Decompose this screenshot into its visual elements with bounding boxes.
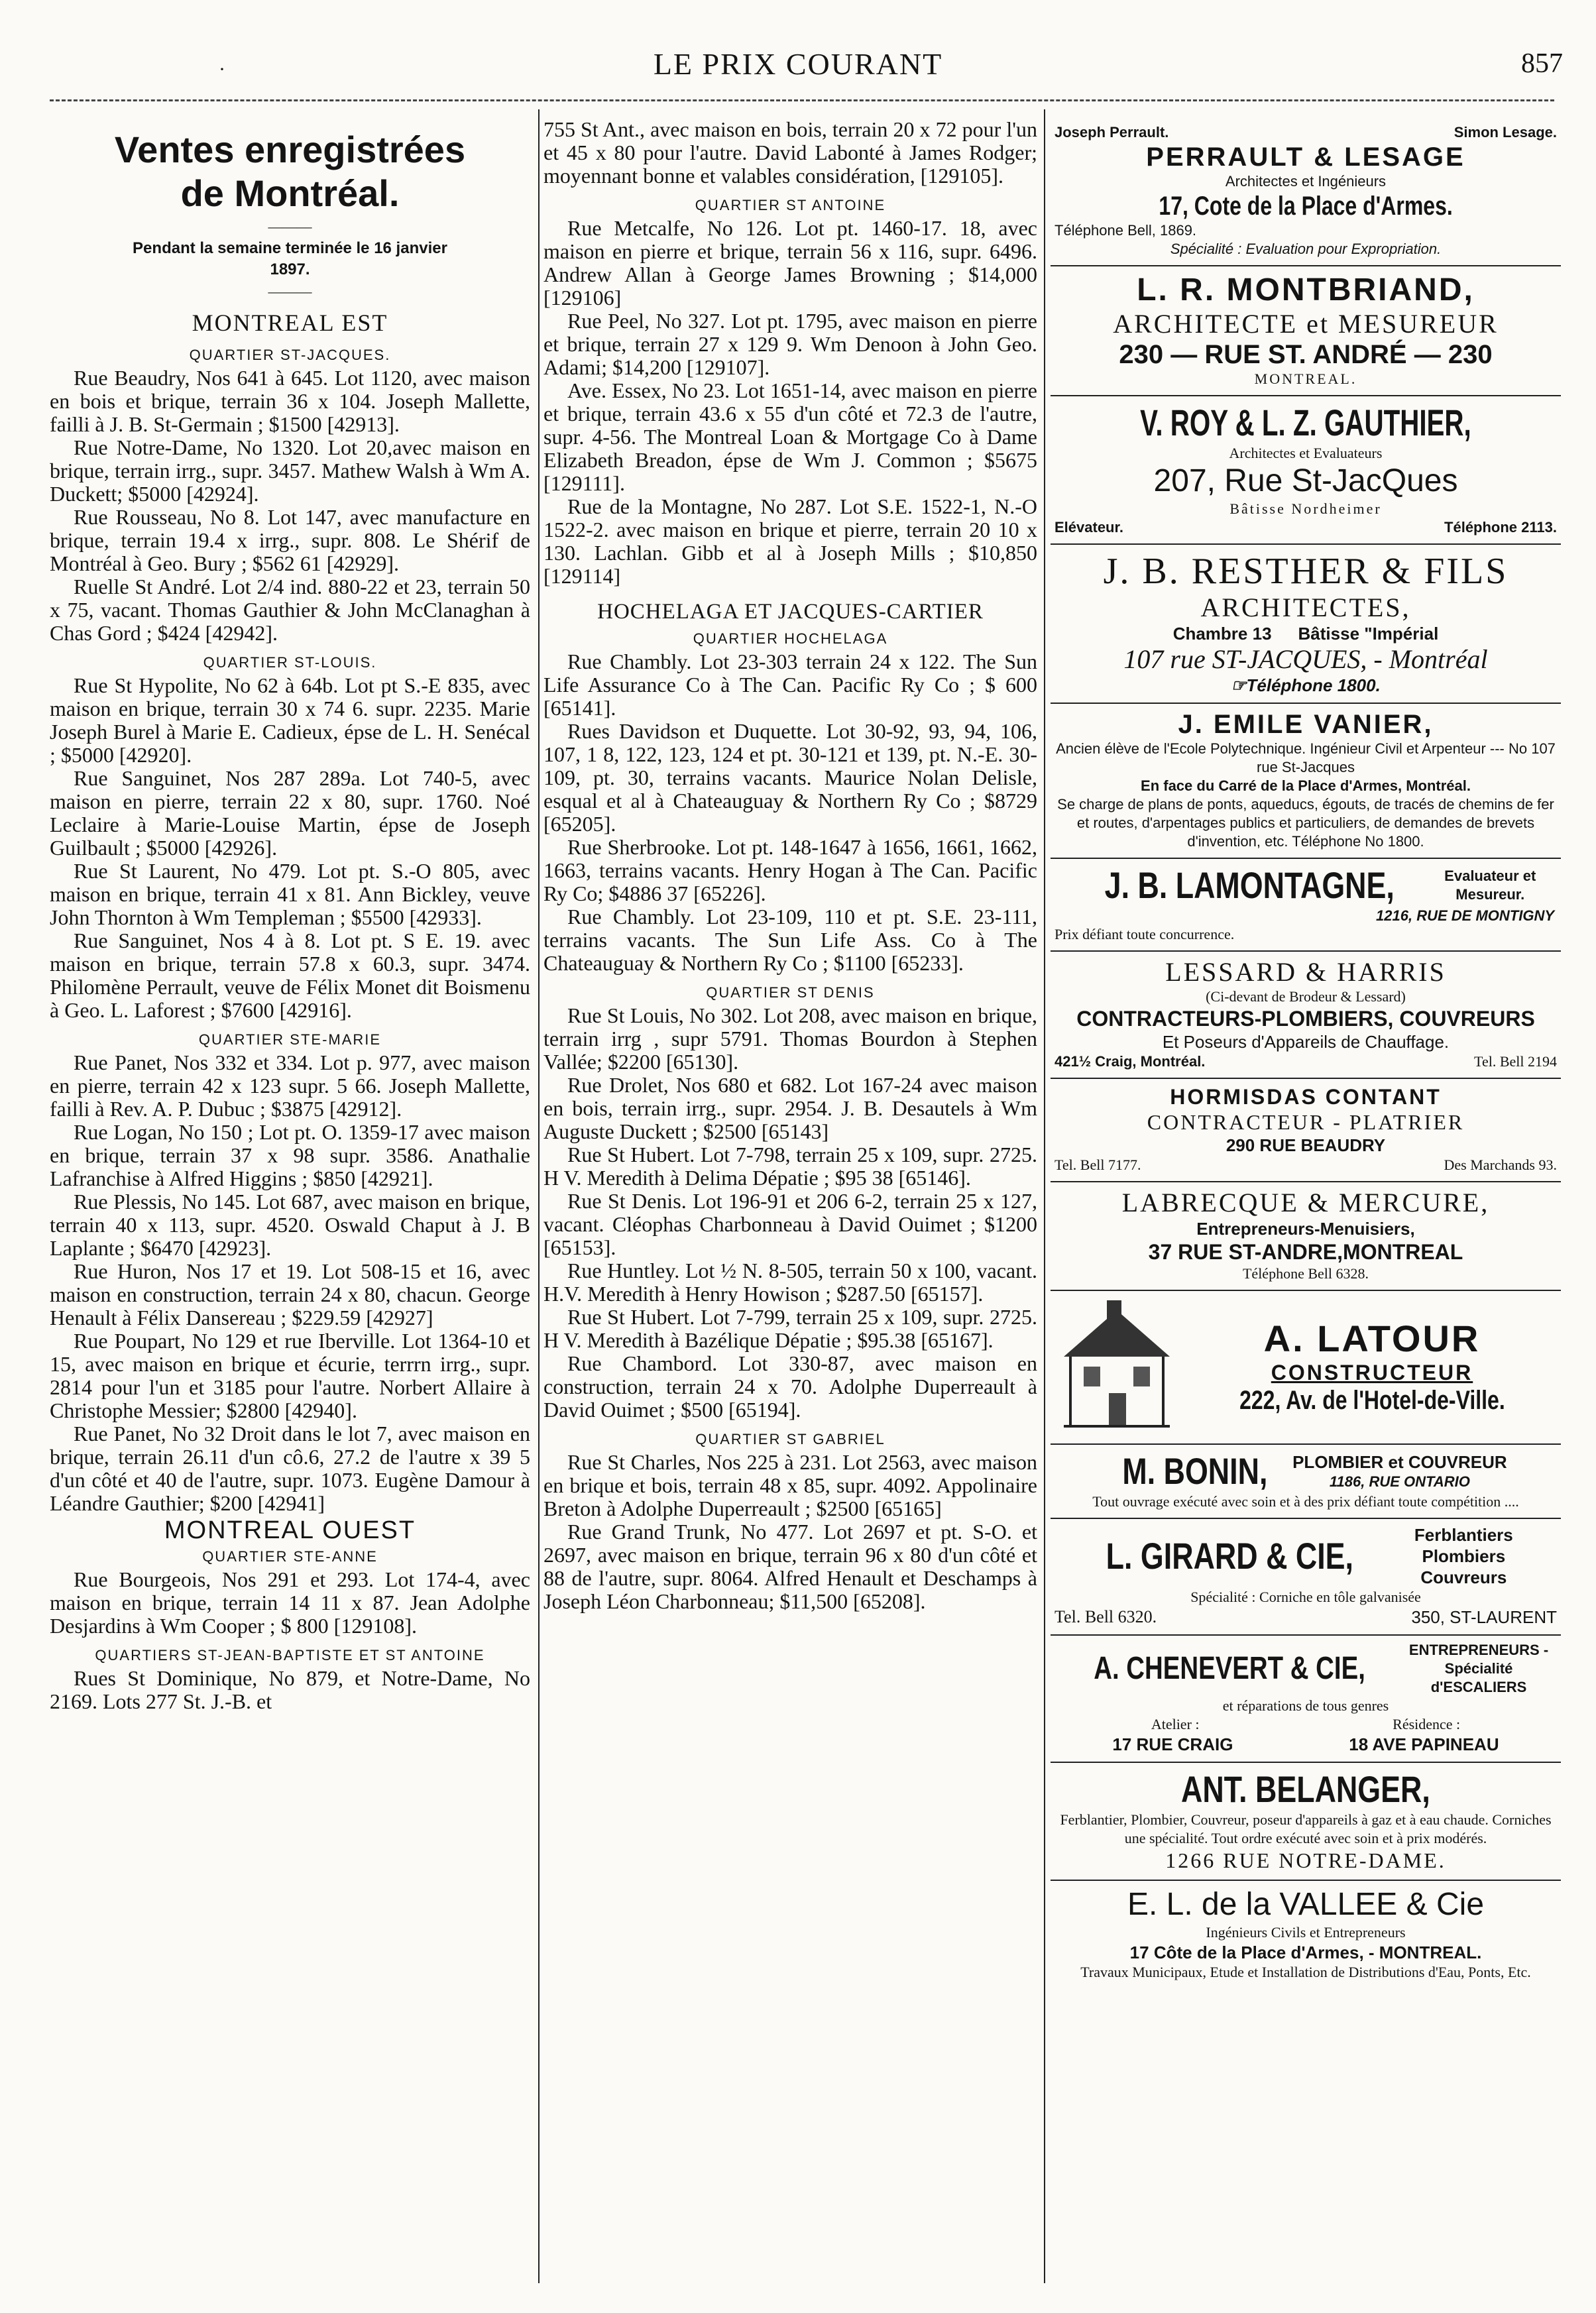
firm-trade: Ferblantier, Plombier, Couvreur, poseur d'appareils à gaz et à eau chaude. Corniches une spécialité. Tout ordre exécuté avec soin et à prix modérés. (1060, 1811, 1552, 1846)
quartier-heading: QUARTIER ST DENIS (706, 984, 875, 1001)
firm-services: Se charge de plans de ponts, aqueducs, égouts, de tracés de chemins de fer et routes, d'arpentages publics et particuliers, de demandes de brevets d'invention, etc. Téléphone No 1800. (1057, 796, 1554, 850)
sale-entry: Rue Rousseau, No 8. Lot 147, avec manufacture en brique, terrain 19.4 x irrg., supr. 808. Le Shérif de Montréal à Geo. Bury ; $562 61 [42929]. (50, 505, 530, 575)
firm-previous-name: (Ci-devant de Brodeur & Lessard) (1206, 988, 1406, 1005)
firm-name: J. B. LAMONTAGNE, (1104, 864, 1395, 906)
firm-locations (1051, 1734, 1561, 1755)
quartier-heading: QUARTIER HOCHELAGA (693, 630, 888, 647)
sale-entry: Rue St Louis, No 302. Lot 208, avec maison en brique, terrain irrg , supr 5791. Thomas Bourdon à Stephen Vallée; $2200 [65130]. (543, 1003, 1037, 1074)
firm-block (1051, 1296, 1561, 1437)
firm-name: PERRAULT & LESAGE (1146, 142, 1465, 172)
firm-elevator: Elévateur. (1054, 519, 1123, 536)
firm-location: En face du Carré de la Place d'Armes, Montréal. (1141, 777, 1471, 794)
firm-name: M. BONIN, (1122, 1450, 1268, 1492)
partner-name: Simon Lesage. (1454, 124, 1557, 141)
quartier-heading: QUARTIER STE-ANNE (202, 1548, 378, 1565)
sale-entry: Rue Metcalfe, No 126. Lot pt. 1460-17. 18, avec maison en pierre et brique, terrain 56 x 116, supr. 6496. Andrew Allan à George James Browning ; $14,000 [129106] (543, 216, 1037, 310)
sale-entry: Rue St Charles, Nos 225 à 231. Lot 2563, avec maison en brique et bois, terrain 48 x 85, supr. 4092. Appolinaire Breton à Adolphe Duperreault ; $2500 [65165] (543, 1450, 1037, 1520)
page-number: 857 (1521, 48, 1563, 79)
ad-roy-gauthier (1051, 396, 1561, 545)
firm-address: 1186, RUE ONTARIO (1329, 1473, 1470, 1490)
firm-name: L. GIRARD & CIE, (1106, 1535, 1353, 1577)
sale-entry: Rue Sanguinet, Nos 287 289a. Lot 740-5, avec maison en pierre, terrain 22 x 80, supr. 1760. Noé Leclaire à Marie-Louise Martin, épse de Joseph Guilbault ; $5000 [42926]. (50, 766, 530, 860)
firm-header (1051, 1450, 1561, 1493)
firm-name: ANT. BELANGER, (1181, 1768, 1430, 1810)
column-sales-1 (50, 118, 530, 2282)
ad-contant (1051, 1079, 1561, 1182)
sale-entry: Rue Chambly. Lot 23-303 terrain 24 x 122. The Sun Life Assurance Co à The Can. Pacific Ry Co ; $ 600 [65141]. (543, 649, 1037, 720)
firm-address: 1266 RUE NOTRE-DAME. (1165, 1848, 1446, 1872)
column-divider-1 (538, 109, 540, 2283)
column-advertisements (1051, 118, 1561, 2282)
firm-locations-labels (1051, 1715, 1561, 1734)
firm-info (1292, 1451, 1507, 1491)
firm-address: 17 Côte de la Place d'Armes, - MONTREAL. (1129, 1943, 1482, 1962)
firm-header (1051, 1641, 1561, 1697)
ad-perrault-lesage (1051, 118, 1561, 266)
firm-address: 350, ST-LAURENT (1411, 1607, 1557, 1627)
firm-address: 290 RUE BEAUDRY (1226, 1135, 1386, 1155)
ad-belanger (1051, 1763, 1561, 1881)
workshop-label: Atelier : (1151, 1716, 1200, 1732)
firm-details (1051, 1607, 1561, 1628)
ad-labrecque-mercure (1051, 1182, 1561, 1291)
firm-telephone-text: Téléphone 1800. (1246, 675, 1381, 695)
ad-resther (1051, 545, 1561, 704)
sale-entry: Ruelle St André. Lot 2/4 ind. 880-22 et 23, terrain 50 x 75, vacant. Thomas Gauthier & John McClanaghan à Chas Gord ; $424 [42942]. (50, 575, 530, 645)
firm-name: A. CHENEVERT & CIE, (1094, 1651, 1365, 1686)
firm-trade: CONTRACTEUR - PLATRIER (1147, 1110, 1465, 1134)
firm-telephone: Tel. Bell 6320. (1054, 1607, 1157, 1626)
sale-entry: Rue St Hypolite, No 62 à 64b. Lot pt S.-E 835, avec maison en brique, terrain 30 x 74 6. supr. 2235. Marie Joseph Burel à Marie E. Cadieux, épse de L. H. Senécal ; $5000 [42920]. (50, 673, 530, 767)
residence-address: 18 AVE PAPINEAU (1349, 1734, 1499, 1754)
district-heading: MONTREAL OUEST (164, 1516, 416, 1544)
district-heading: HOCHELAGA ET JACQUES-CARTIER (597, 600, 984, 624)
firm-address: 1216, RUE DE MONTIGNY (1376, 907, 1554, 924)
sale-entry: Rue Beaudry, Nos 641 à 645. Lot 1120, avec maison en bois et brique, terrain 36 x 104. Joseph Mallette, failli à J. B. St-Germain ; $1500 [42913]. (50, 366, 530, 436)
ad-lamontagne (1051, 859, 1561, 952)
firm-specialty: Spécialité : Evaluation pour Expropriation. (1170, 241, 1442, 257)
header-rule (50, 99, 1554, 101)
firm-telephone (1051, 675, 1561, 696)
sale-entry: Ave. Essex, No 23. Lot 1651-14, avec maison en pierre et brique, terrain 43.6 x 55 d'un côté et 72.3 de l'autre, supr. 4-56. The Montreal Loan & Mortgage Co à Dame Elizabeth Breadon, épse de Wm J. Common ; $5675 [129111]. (543, 378, 1037, 495)
page-header (0, 40, 1596, 93)
firm-room: Chambre 13 (1172, 624, 1272, 644)
partner-name: Joseph Perrault. (1054, 124, 1169, 141)
firm-trade: CONTRACTEURS-PLOMBIERS, COUVREURS (1076, 1007, 1535, 1031)
firm-trade: CONSTRUCTEUR (1271, 1361, 1473, 1384)
firm-details (1051, 1156, 1561, 1174)
firm-trade: Ferblantiers Plombiers Couvreurs (1414, 1525, 1513, 1587)
ad-montbriand (1051, 266, 1561, 396)
firm-name: A. LATOUR (1263, 1318, 1481, 1359)
firm-text (1190, 1318, 1554, 1416)
ad-girard (1051, 1519, 1561, 1636)
firm-trade: PLOMBIER et COUVREUR (1292, 1452, 1507, 1472)
firm-details (1051, 1052, 1561, 1071)
firm-telephone: Téléphone Bell 6328. (1242, 1265, 1369, 1282)
header-dot: · (219, 58, 225, 80)
sale-entry: Rue Sherbrooke. Lot pt. 148-1647 à 1656, 1661, 1662, 1663, terrains vacants. Henry Hogan à The Can. Pacific Ry Co; $4886 37 [65226]. (543, 835, 1037, 905)
sale-entry: Rue Huron, Nos 17 et 19. Lot 508-15 et 16, avec maison en construction, terrain 24 x 80, chacun. George Henault à Félix Dansereau ; $229.59 [42927] (50, 1259, 530, 1329)
firm-address: 222, Av. de l'Hotel-de-Ville. (1239, 1386, 1505, 1415)
quartier-heading: QUARTIER ST ANTOINE (695, 197, 886, 213)
firm-trade: ENTREPRENEURS - Spécialité d'ESCALIERS (1408, 1642, 1549, 1695)
firm-header (1051, 1524, 1561, 1588)
house-illustration-icon (1057, 1300, 1176, 1433)
period-line-2: 1897. (270, 260, 310, 278)
firm-subtitle: ARCHITECTES, (1200, 592, 1411, 622)
firm-address: 37 RUE ST-ANDRE,MONTREAL (1148, 1240, 1463, 1264)
firm-telephone: Tel. Bell 7177. (1054, 1156, 1141, 1173)
firm-details (1051, 623, 1561, 644)
sale-entry: Rue Peel, No 327. Lot pt. 1795, avec maison en pierre et brique, terrain 27 x 129 9. Wm Denoon à John Geo. Adami; $14,200 [129107]. (543, 309, 1037, 379)
residence-label: Résidence : (1393, 1716, 1461, 1732)
firm-name: V. ROY & L. Z. GAUTHIER, (1140, 402, 1471, 443)
ad-chenevert (1051, 1636, 1561, 1763)
ad-vanier (1051, 704, 1561, 859)
firm-address: 207, Rue St-JacQues (1153, 463, 1458, 498)
firm-services: Travaux Municipaux, Etude et Installation de Distributions d'Eau, Ponts, Etc. (1080, 1964, 1531, 1980)
firm-header (1051, 864, 1561, 907)
firm-details (1051, 518, 1561, 537)
firm-name: E. L. de la VALLEE & Cie (1127, 1887, 1485, 1922)
district-heading: MONTREAL EST (192, 310, 388, 336)
firm-city: MONTREAL. (1254, 370, 1357, 387)
firm-address: 17, Cote de la Place d'Armes. (1159, 192, 1453, 221)
ad-lessard-harris (1051, 952, 1561, 1079)
firm-specialty: Spécialité : Corniche en tôle galvanisée (1190, 1589, 1421, 1605)
sale-entry: Rue St Denis. Lot 196-91 et 206 6-2, terrain 25 x 127, vacant. Cléophas Charbonneau à David Ouimet ; $1200 [65153]. (543, 1189, 1037, 1259)
firm-name: HORMISDAS CONTANT (1170, 1085, 1442, 1109)
ad-partners (1051, 123, 1561, 142)
firm-subtitle: ARCHITECTE et MESUREUR (1113, 309, 1499, 339)
ad-latour (1051, 1291, 1561, 1445)
column-divider-2 (1044, 109, 1045, 2283)
firm-subtitle: et réparations de tous genres (1222, 1697, 1389, 1714)
sale-entry: Rue St Laurent, No 479. Lot pt. S.-O 805, avec maison en brique, terrain 41 x 81. Ann Bickley, veuve John Thornton à Wm Templeman ; $5500 [42933]. (50, 859, 530, 929)
ad-bonin (1051, 1445, 1561, 1519)
firm-role: Evaluateur et Mesureur. (1444, 868, 1536, 903)
sale-entry: Rue Chambly. Lot 23-109, 110 et pt. S.E. 23-111, terrains vacants. The Sun Life Ass. Co à The Chateauguay & Northern Ry Co ; $1100 [65233]. (543, 905, 1037, 975)
sale-entry: Rues St Dominique, No 879, et Notre-Dame, No 2169. Lots 277 St. J.-B. et (50, 1666, 530, 1713)
quartier-heading: QUARTIER ST-JACQUES. (189, 347, 391, 363)
workshop-address: 17 RUE CRAIG (1112, 1734, 1233, 1754)
firm-subtitle: Et Poseurs d'Appareils de Chauffage. (1162, 1032, 1450, 1052)
firm-building: Bâtisse "Impérial (1298, 624, 1439, 644)
sale-entry: Rue de la Montagne, No 287. Lot S.E. 1522-1, N.-O 1522-2. avec maison en brique et pierre, terrain 20 10 x 130. Lachlan. Gibb et al à Joseph Mills ; $10,850 [129114] (543, 494, 1037, 588)
pointing-hand-icon: ☞ (1231, 675, 1247, 695)
firm-name: J. EMILE VANIER, (1178, 710, 1434, 739)
sale-entry: Rue Chambord. Lot 330-87, avec maison en construction, terrain 24 x 70. Adolphe Duperreault à David Ouimet ; $500 [65194]. (543, 1351, 1037, 1422)
firm-name: LESSARD & HARRIS (1165, 957, 1446, 987)
firm-address: 421½ Craig, Montréal. (1054, 1053, 1206, 1070)
firm-address: 107 rue ST-JACQUES, - Montréal (1123, 644, 1488, 674)
sale-entry: Rue Panet, Nos 332 et 334. Lot p. 977, avec maison en pierre, terrain 42 x 123 supr. 5 66. Joseph Mallette, failli à Rev. A. P. Dubuc ; $3875 [42912]. (50, 1050, 530, 1121)
sale-entry: Rue Poupart, No 129 et rue Iberville. Lot 1364-10 et 15, avec maison en brique et écurie, terrrn irrg., supr. 2814 pour l'un et 3185 pour l'autre. Norbert Allaire à Christophe Messier; $2800 [42940]. (50, 1329, 530, 1422)
firm-subtitle: Ingénieurs Civils et Entrepreneurs (1206, 1924, 1406, 1941)
sale-entry: Rue Logan, No 150 ; Lot pt. O. 1359-17 avec maison en brique, terrain 37 x 98 supr. 3586. Anathalie Lafranchise à Alfred Higgins ; $850 [42921]. (50, 1120, 530, 1190)
running-title: LE PRIX COURANT (653, 47, 943, 81)
firm-telephone: Téléphone 2113. (1444, 519, 1557, 536)
sale-entry: Rue Sanguinet, Nos 4 à 8. Lot pt. S E. 19. avec maison en brique, terrain 57.8 x 60.3, supr. 3474. Philomène Perrault, veuve de Félix Monet dit Boismenu à Geo. L. Laforest ; $7600 [42916]. (50, 929, 530, 1022)
separator: ——— (268, 283, 312, 300)
sale-entry: Rue Drolet, Nos 680 et 682. Lot 167-24 avec maison en bois, terrain irrg., supr. 2954. J. B. Desautels à Wm Auguste Duckett ; $2500 [65143] (543, 1073, 1037, 1143)
firm-telephone: Téléphone Bell, 1869. (1054, 222, 1197, 239)
firm-name: LABRECQUE & MERCURE, (1121, 1188, 1490, 1217)
sale-entry: Rue Huntley. Lot ½ N. 8-505, terrain 50 x 100, vacant. H.V. Meredith à Henry Howison ; $287.50 [65157]. (543, 1259, 1037, 1306)
sale-entry: Rue Grand Trunk, No 477. Lot 2697 et pt. S-O. et 2697, avec maison en brique, terrain 96 x 80 d'un côté et 88 de l'autre, supr. 8064. Alfred Henault et Deschamps à Joseph Léon Charbonneau; $11,500 [65208]. (543, 1520, 1037, 1613)
firm-subtitle: Architectes et Evaluateurs (1229, 445, 1383, 461)
sale-entry: Rues Davidson et Duquette. Lot 30-92, 93, 94, 106, 107, 1 8, 122, 123, 124 et pt. 30-121 et 139, pt. N.-E. 30-109, pt. 30, terrains vacants. Maurice Nolan Delisle, esqual et al à Chateauguay & Northern Ry Co ; $8729 [65205]. (543, 719, 1037, 836)
firm-name: L. R. MONTBRIAND, (1137, 272, 1475, 308)
firm-trade: Entrepreneurs-Menuisiers, (1196, 1219, 1415, 1239)
firm-telephone-alt: Des Marchands 93. (1444, 1156, 1557, 1173)
firm-header (1051, 1768, 1561, 1811)
quartier-heading: QUARTIER ST-LOUIS. (203, 654, 377, 671)
quartier-heading: QUARTIER STE-MARIE (198, 1031, 382, 1048)
firm-telephone: Tel. Bell 2194 (1474, 1053, 1557, 1070)
firm-slogan: Prix défiant toute concurrence. (1054, 926, 1235, 942)
separator: ——— (268, 218, 312, 235)
sale-entry: Rue St Hubert. Lot 7-798, terrain 25 x 109, supr. 2725. H V. Meredith à Delima Dépatie ; $95 38 [65146]. (543, 1143, 1037, 1190)
firm-slogan: Tout ouvrage exécuté avec soin et à des prix défiant toute compétition .... (1092, 1493, 1519, 1510)
period-line-1: Pendant la semaine terminée le 16 janvier (133, 239, 447, 257)
firm-subtitle: Architectes et Ingénieurs (1225, 173, 1387, 190)
firm-name: J. B. RESTHER & FILS (1103, 551, 1509, 592)
firm-address: 230 — RUE ST. ANDRÉ — 230 (1119, 340, 1493, 369)
sale-entry: Rue Panet, No 32 Droit dans le lot 7, avec maison en brique, terrain 26.11 d'un cô.6, 27.2 de l'autre x 39 5 d'un côté et 40 de l'autre, supr. 1073. Eugène Damour à Léandre Gauthier; $200 [42941] (50, 1422, 530, 1515)
sale-entry: Rue St Hubert. Lot 7-799, terrain 25 x 109, supr. 2725. H V. Meredith à Bazélique Dépatie ; $95.38 [65167]. (543, 1305, 1037, 1352)
firm-credentials: Ancien élève de l'Ecole Polytechnique. Ingénieur Civil et Arpenteur --- No 107 rue St-Jacques (1056, 740, 1556, 775)
quartier-heading: QUARTIER ST GABRIEL (695, 1431, 885, 1447)
sale-entry: Rue Plessis, No 145. Lot 687, avec maison en brique, terrain 40 x 113, supr. 4520. Oswald Chaput à J. B Laplante ; $6470 [42923]. (50, 1190, 530, 1260)
sale-entry: Rue Notre-Dame, No 1320. Lot 20,avec maison en brique, terrain irrg., supr. 3457. Mathew Walsh à Wm A. Duckett; $5000 [42924]. (50, 435, 530, 506)
sale-entry: 755 St Ant., avec maison en bois, terrain 20 x 72 pour l'un et 45 x 80 pour l'autre. David Labonté à James Rodger; moyennant bonne et valables considération, [129105]. (543, 118, 1037, 188)
ad-de-la-vallee (1051, 1881, 1561, 1988)
sale-entry: Rue Bourgeois, Nos 291 et 293. Lot 174-4, avec maison en brique, terrain 14 11 x 87. Jean Adolphe Desjardins à Wm Cooper ; $ 800 [129108]. (50, 1567, 530, 1638)
column-sales-2 (543, 118, 1037, 2282)
section-title-line-2: de Montréal. (180, 172, 400, 214)
quartier-heading: QUARTIERS ST-JEAN-BAPTISTE ET ST ANTOINE (95, 1647, 485, 1664)
firm-building: Bâtisse Nordheimer (1229, 500, 1382, 517)
section-title-line-1: Ventes enregistrées (114, 129, 466, 170)
